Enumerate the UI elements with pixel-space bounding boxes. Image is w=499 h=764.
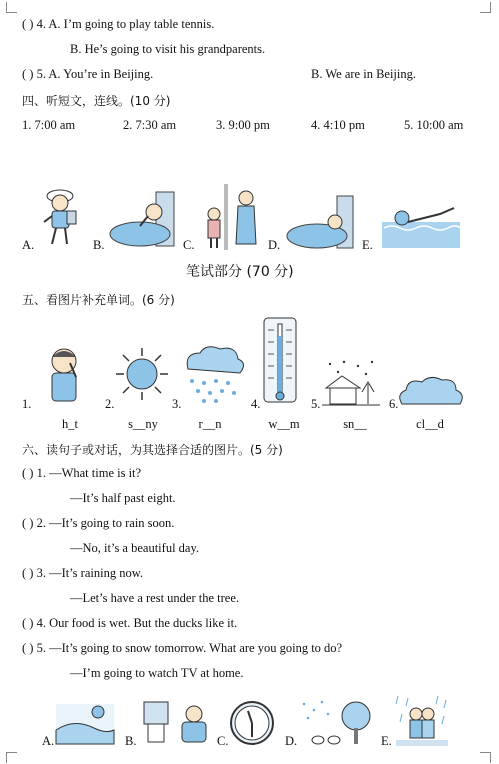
time-3: 3. 9:00 pm [216,118,270,132]
item-label-6: 6. [389,397,399,411]
question-5-option-b: B. We are in Beijing. [311,67,416,81]
question-row [22,641,342,656]
answer-paren[interactable]: ( ) [22,641,34,655]
word-blank-2[interactable]: s__ny [128,417,158,431]
question-text: 5. —It’s going to snow tomorrow. What are you going to do? [36,641,343,655]
item-label-3: 3. [172,397,182,411]
ducks-under-tree-icon [298,698,378,748]
boy-walking-to-school-icon [36,186,86,250]
picture-label-b: B. [93,238,105,252]
girl-watching-tv-icon [140,698,212,748]
question-5 [22,67,153,82]
item-label-5: 5. [311,397,321,411]
question-4-option-b: B. He’s going to visit his grandparents. [70,42,266,56]
word-blank-5[interactable]: sn__ [343,417,367,431]
sunny-lake-icon [54,700,116,746]
word-blank-1[interactable]: h_t [62,417,78,431]
corner-mark-top-right [480,2,491,13]
time-2: 2. 7:30 am [123,118,177,132]
answer-paren[interactable]: ( ) [22,17,34,31]
dialogue-reply: —No, it’s a beautiful day. [70,541,200,555]
mother-helping-child-icon [200,184,266,252]
time-1: 1. 7:00 am [22,118,76,132]
picture-label-c: C. [183,238,195,252]
section-6-title: 六、读句子或对话，为其选择合适的图片。(5 分) [22,443,283,457]
word-blank-6[interactable]: cl__d [416,417,444,431]
clock-icon [228,699,276,747]
option-a: A. You’re in Beijing. [48,67,154,81]
picture-label-d: D. [268,238,281,252]
question-number: 5. [36,67,46,81]
answer-paren[interactable]: ( ) [22,466,34,480]
section-5-title: 五、看图片补充单词。(6 分) [22,293,175,307]
snowy-house-icon [320,358,382,408]
picture-label-a: A. [42,734,55,748]
child-swimming-icon [380,204,462,250]
picture-label-c: C. [217,734,229,748]
question-row [22,516,174,531]
item-label-1: 1. [22,397,32,411]
sun-icon [114,346,170,402]
child-sleeping-in-bed-icon [106,188,178,250]
question-text: 1. —What time is it? [36,466,142,480]
answer-paren[interactable]: ( ) [22,566,34,580]
answer-paren[interactable]: ( ) [22,616,34,630]
dialogue-reply: —Let’s have a rest under the tree. [70,591,240,605]
question-text: 3. —It’s raining now. [36,566,144,580]
picture-label-d: D. [285,734,298,748]
question-number: 4. [36,17,46,31]
question-row [22,466,141,481]
dialogue-reply: —I’m going to watch TV at home. [70,666,244,680]
answer-paren[interactable]: ( ) [22,67,34,81]
thermometer-icon [262,316,298,404]
picture-label-e: E. [381,734,392,748]
section-4-title: 四、听短文，连线。(10 分) [22,94,171,108]
answer-paren[interactable]: ( ) [22,516,34,530]
boy-feeling-hot-icon [40,343,88,407]
picture-label-b: B. [125,734,137,748]
corner-mark-bottom-right [480,752,491,763]
item-label-2: 2. [105,397,115,411]
question-row [22,616,237,631]
time-5: 5. 10:00 am [404,118,464,132]
word-blank-4[interactable]: w__m [268,417,300,431]
item-label-4: 4. [251,397,261,411]
question-text: 4. Our food is wet. But the ducks like it. [36,616,238,630]
child-in-bed-icon [285,194,357,252]
cloud-icon [396,374,466,408]
word-blank-3[interactable]: r__n [198,417,222,431]
picture-label-e: E. [362,238,373,252]
question-text: 2. —It’s going to rain soon. [36,516,175,530]
option-a: A. I’m going to play table tennis. [48,17,215,31]
corner-mark-top-left [6,2,17,13]
time-4: 4. 4:10 pm [311,118,365,132]
dialogue-reply: —It’s half past eight. [70,491,176,505]
rain-cloud-icon [180,343,248,405]
children-in-rain-icon [394,694,450,748]
written-part-title: 笔试部分 (70 分) [186,264,294,280]
question-4 [22,17,214,32]
question-row [22,566,143,581]
picture-label-a: A. [22,238,35,252]
corner-mark-bottom-left [6,752,17,763]
